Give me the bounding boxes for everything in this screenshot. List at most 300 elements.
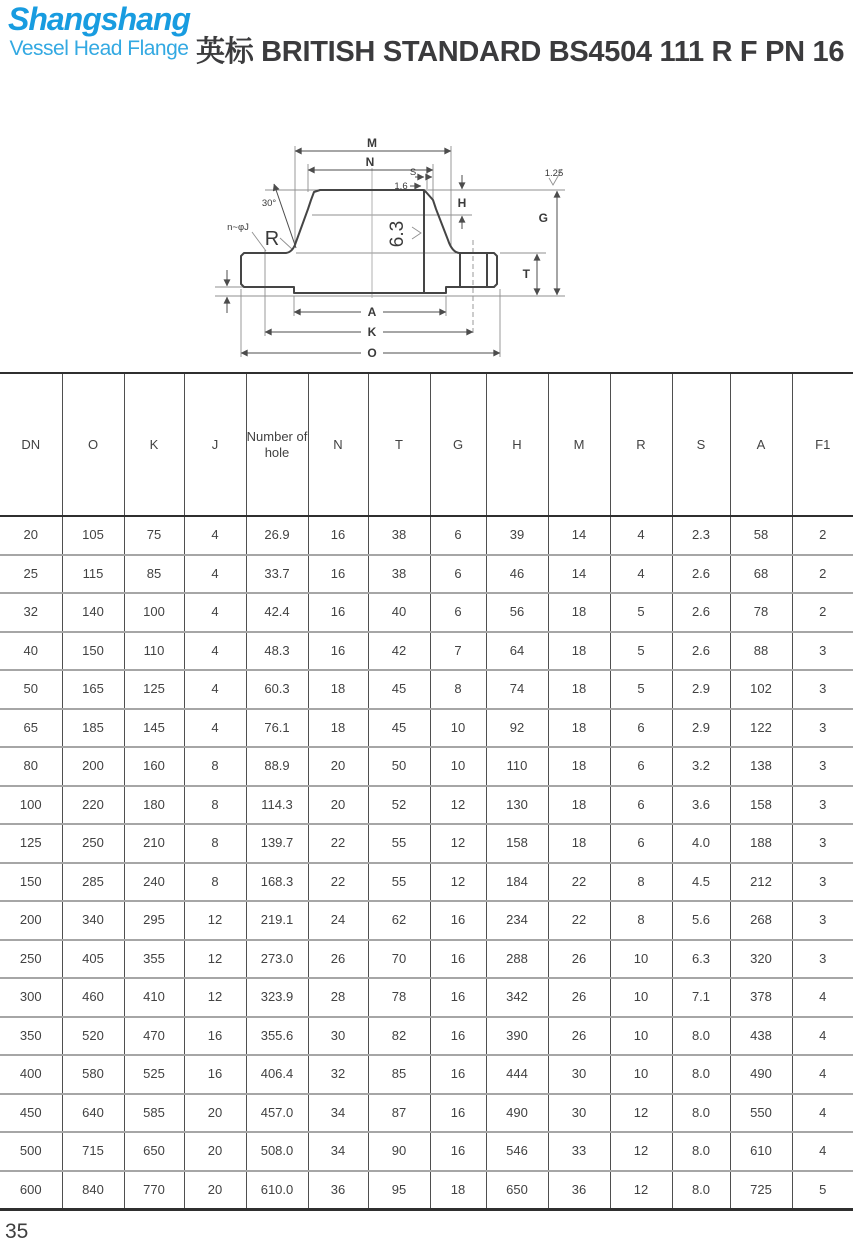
table-cell: 40: [368, 593, 430, 632]
table-cell: 36: [308, 1171, 368, 1210]
table-row: [0, 1017, 853, 1056]
table-cell: 20: [308, 747, 368, 786]
table-cell: 200: [62, 747, 124, 786]
table-cell: 52: [368, 786, 430, 825]
table-cell: 55: [368, 824, 430, 863]
table-cell: 10: [430, 709, 486, 748]
table-cell: 520: [62, 1017, 124, 1056]
table-cell: 7: [430, 632, 486, 671]
table-cell: 18: [308, 709, 368, 748]
table-cell: 10: [610, 1017, 672, 1056]
page-title: 英标 BRITISH STANDARD BS4504 111 R F PN 16: [196, 36, 845, 68]
table-cell: 75: [124, 516, 184, 555]
table-cell: 10: [430, 747, 486, 786]
table-cell: 20: [184, 1094, 246, 1133]
table-row: [0, 670, 853, 709]
table-cell: 500: [0, 1132, 62, 1171]
table-row: [0, 901, 853, 940]
table-cell: 16: [430, 1132, 486, 1171]
table-row: [0, 555, 853, 594]
table-cell: 100: [0, 786, 62, 825]
table-cell: 295: [124, 901, 184, 940]
table-cell: 110: [124, 632, 184, 671]
table-cell: 68: [730, 555, 792, 594]
table-cell: 580: [62, 1055, 124, 1094]
table-cell: 18: [548, 632, 610, 671]
table-cell: 4: [184, 670, 246, 709]
table-row: [0, 1055, 853, 1094]
table-cell: 40: [0, 632, 62, 671]
table-cell: 102: [730, 670, 792, 709]
table-cell: 60.3: [246, 670, 308, 709]
dim-label-finish: 1.25: [544, 168, 564, 179]
column-header: J: [184, 373, 246, 516]
column-header: Number of hole: [246, 373, 308, 516]
table-cell: 4.0: [672, 824, 730, 863]
table-cell: 3: [792, 901, 853, 940]
table-cell: 26: [548, 940, 610, 979]
column-header: G: [430, 373, 486, 516]
dim-label-t: T: [522, 267, 530, 281]
table-cell: 168.3: [246, 863, 308, 902]
table-cell: 26.9: [246, 516, 308, 555]
table-cell: 6: [610, 747, 672, 786]
table-row: [0, 824, 853, 863]
table-cell: 210: [124, 824, 184, 863]
table-cell: 95: [368, 1171, 430, 1210]
table-cell: 650: [124, 1132, 184, 1171]
table-cell: 14: [548, 555, 610, 594]
table-cell: 139.7: [246, 824, 308, 863]
table-cell: 650: [486, 1171, 548, 1210]
table-cell: 610.0: [246, 1171, 308, 1210]
table-cell: 30: [308, 1017, 368, 1056]
table-cell: 240: [124, 863, 184, 902]
table-cell: 10: [610, 978, 672, 1017]
table-cell: 6: [430, 555, 486, 594]
table-cell: 8: [184, 747, 246, 786]
table-row: [0, 940, 853, 979]
dim-label-s: S: [409, 167, 417, 178]
table-cell: 45: [368, 709, 430, 748]
table-cell: 715: [62, 1132, 124, 1171]
table-cell: 725: [730, 1171, 792, 1210]
table-cell: 32: [308, 1055, 368, 1094]
table-cell: 508.0: [246, 1132, 308, 1171]
table-cell: 4: [792, 1132, 853, 1171]
table-cell: 20: [184, 1132, 246, 1171]
table-cell: 140: [62, 593, 124, 632]
table-cell: 550: [730, 1094, 792, 1133]
table-cell: 405: [62, 940, 124, 979]
table-cell: 22: [308, 863, 368, 902]
table-cell: 3.6: [672, 786, 730, 825]
table-cell: 8: [610, 901, 672, 940]
table-cell: 130: [486, 786, 548, 825]
table-cell: 16: [308, 593, 368, 632]
table-cell: 6.3: [672, 940, 730, 979]
table-body: [0, 516, 853, 1209]
table-cell: 14: [548, 516, 610, 555]
table-cell: 378: [730, 978, 792, 1017]
table-cell: 460: [62, 978, 124, 1017]
table-cell: 46: [486, 555, 548, 594]
table-cell: 4: [792, 1094, 853, 1133]
table-cell: 12: [430, 824, 486, 863]
table-cell: 39: [486, 516, 548, 555]
table-cell: 12: [430, 786, 486, 825]
table-cell: 125: [0, 824, 62, 863]
table-cell: 250: [0, 940, 62, 979]
table-row: [0, 786, 853, 825]
table-cell: 180: [124, 786, 184, 825]
dim-label-a: A: [367, 305, 377, 319]
table-cell: 410: [124, 978, 184, 1017]
table-cell: 8.0: [672, 1094, 730, 1133]
table-cell: 8: [430, 670, 486, 709]
table-cell: 45: [368, 670, 430, 709]
table-cell: 114.3: [246, 786, 308, 825]
table-cell: 87: [368, 1094, 430, 1133]
table-cell: 600: [0, 1171, 62, 1210]
table-cell: 18: [308, 670, 368, 709]
table-cell: 150: [0, 863, 62, 902]
table-cell: 18: [548, 747, 610, 786]
table-cell: 55: [368, 863, 430, 902]
table-cell: 18: [548, 709, 610, 748]
table-cell: 2.9: [672, 709, 730, 748]
table-cell: 62: [368, 901, 430, 940]
table-cell: 70: [368, 940, 430, 979]
table-cell: 4: [184, 632, 246, 671]
table-cell: 2.6: [672, 555, 730, 594]
dim-label-angle: 30°: [261, 198, 277, 209]
table-cell: 26: [548, 978, 610, 1017]
table-cell: 33: [548, 1132, 610, 1171]
table-cell: 4.5: [672, 863, 730, 902]
table-cell: 33.7: [246, 555, 308, 594]
table-cell: 320: [730, 940, 792, 979]
table-cell: 390: [486, 1017, 548, 1056]
table-cell: 78: [730, 593, 792, 632]
table-cell: 16: [430, 978, 486, 1017]
table-cell: 8: [184, 863, 246, 902]
table-cell: 323.9: [246, 978, 308, 1017]
column-header: T: [368, 373, 430, 516]
table-cell: 444: [486, 1055, 548, 1094]
table-cell: 400: [0, 1055, 62, 1094]
table-cell: 38: [368, 555, 430, 594]
table-cell: 6: [610, 709, 672, 748]
table-cell: 158: [486, 824, 548, 863]
table-cell: 50: [368, 747, 430, 786]
table-cell: 12: [184, 978, 246, 1017]
table-cell: 88: [730, 632, 792, 671]
table-cell: 8.0: [672, 1132, 730, 1171]
table-cell: 26: [548, 1017, 610, 1056]
table-row: [0, 593, 853, 632]
table-cell: 88.9: [246, 747, 308, 786]
table-row: [0, 709, 853, 748]
table-cell: 4: [184, 555, 246, 594]
table-cell: 2.3: [672, 516, 730, 555]
table-cell: 16: [430, 1017, 486, 1056]
table-cell: 234: [486, 901, 548, 940]
table-cell: 342: [486, 978, 548, 1017]
table-cell: 30: [548, 1094, 610, 1133]
flange-drawing: [190, 122, 635, 372]
table-cell: 16: [430, 1055, 486, 1094]
table-cell: 2.9: [672, 670, 730, 709]
table-cell: 840: [62, 1171, 124, 1210]
table-cell: 22: [548, 901, 610, 940]
table-row: [0, 1171, 853, 1210]
table-cell: 16: [184, 1017, 246, 1056]
table-cell: 10: [610, 940, 672, 979]
table-cell: 8.0: [672, 1055, 730, 1094]
table-cell: 8.0: [672, 1017, 730, 1056]
table-row: [0, 516, 853, 555]
column-header: N: [308, 373, 368, 516]
brand-tagline: Vessel Head Flange: [9, 37, 189, 60]
table-cell: 80: [0, 747, 62, 786]
table-cell: 30: [548, 1055, 610, 1094]
table-cell: 78: [368, 978, 430, 1017]
table-cell: 406.4: [246, 1055, 308, 1094]
table-cell: 6: [430, 516, 486, 555]
table-row: [0, 863, 853, 902]
table-cell: 200: [0, 901, 62, 940]
table-cell: 22: [308, 824, 368, 863]
table-cell: 8: [184, 824, 246, 863]
dim-label-o: O: [367, 346, 377, 360]
dim-label-bolt-holes: n~φJ: [227, 222, 249, 233]
table-cell: 585: [124, 1094, 184, 1133]
table-cell: 525: [124, 1055, 184, 1094]
table-cell: 16: [308, 632, 368, 671]
column-header: DN: [0, 373, 62, 516]
table-cell: 18: [548, 593, 610, 632]
roughness-triangle-icon: [412, 227, 421, 239]
table-cell: 42.4: [246, 593, 308, 632]
table-cell: 340: [62, 901, 124, 940]
table-cell: 3: [792, 709, 853, 748]
table-cell: 115: [62, 555, 124, 594]
table-cell: 184: [486, 863, 548, 902]
table-cell: 546: [486, 1132, 548, 1171]
table-row: [0, 978, 853, 1017]
table-cell: 3: [792, 786, 853, 825]
table-cell: 355.6: [246, 1017, 308, 1056]
table-cell: 16: [430, 901, 486, 940]
table-header-row: [0, 373, 853, 516]
table-row: [0, 1132, 853, 1171]
table-cell: 16: [308, 516, 368, 555]
table-cell: 16: [308, 555, 368, 594]
table-cell: 3: [792, 632, 853, 671]
column-header: A: [730, 373, 792, 516]
table-cell: 770: [124, 1171, 184, 1210]
table-cell: 268: [730, 901, 792, 940]
reference-lines: [215, 146, 565, 357]
dim-label-weld-land: 1.6: [394, 181, 408, 192]
table-cell: 219.1: [246, 901, 308, 940]
table-cell: 450: [0, 1094, 62, 1133]
table-cell: 38: [368, 516, 430, 555]
table-cell: 105: [62, 516, 124, 555]
table-cell: 5: [610, 593, 672, 632]
table-cell: 48.3: [246, 632, 308, 671]
table-cell: 22: [548, 863, 610, 902]
table-cell: 3: [792, 940, 853, 979]
table-cell: 12: [610, 1094, 672, 1133]
dim-label-g: G: [538, 211, 548, 225]
table-cell: 12: [184, 901, 246, 940]
table-cell: 16: [430, 940, 486, 979]
table-cell: 5.6: [672, 901, 730, 940]
table-cell: 28: [308, 978, 368, 1017]
table-cell: 18: [548, 786, 610, 825]
table-cell: 3: [792, 670, 853, 709]
table-cell: 165: [62, 670, 124, 709]
table-cell: 4: [610, 516, 672, 555]
dim-label-k: K: [367, 325, 377, 339]
table-cell: 4: [792, 978, 853, 1017]
dim-label-h: H: [457, 196, 467, 210]
table-cell: 185: [62, 709, 124, 748]
table-cell: 3: [792, 747, 853, 786]
dim-label-roughness: 6.3: [387, 220, 408, 248]
table-cell: 3: [792, 824, 853, 863]
table-cell: 610: [730, 1132, 792, 1171]
table-cell: 4: [184, 516, 246, 555]
table-cell: 285: [62, 863, 124, 902]
table-cell: 8: [184, 786, 246, 825]
table-cell: 85: [368, 1055, 430, 1094]
table-cell: 220: [62, 786, 124, 825]
table-cell: 2: [792, 516, 853, 555]
dim-label-r: R: [264, 228, 280, 250]
table-cell: 7.1: [672, 978, 730, 1017]
table-cell: 56: [486, 593, 548, 632]
table-cell: 138: [730, 747, 792, 786]
table-cell: 20: [0, 516, 62, 555]
table-cell: 82: [368, 1017, 430, 1056]
page-number: 35: [5, 1220, 29, 1243]
table-cell: 42: [368, 632, 430, 671]
column-header: O: [62, 373, 124, 516]
table-cell: 490: [730, 1055, 792, 1094]
table-cell: 2.6: [672, 593, 730, 632]
table-cell: 18: [548, 670, 610, 709]
column-header: S: [672, 373, 730, 516]
table-cell: 18: [548, 824, 610, 863]
table-cell: 4: [610, 555, 672, 594]
table-cell: 16: [430, 1094, 486, 1133]
table-cell: 4: [792, 1055, 853, 1094]
table-row: [0, 632, 853, 671]
column-header: M: [548, 373, 610, 516]
table-cell: 65: [0, 709, 62, 748]
table-cell: 212: [730, 863, 792, 902]
table-cell: 58: [730, 516, 792, 555]
table-cell: 288: [486, 940, 548, 979]
spec-table: [0, 372, 853, 1211]
table-cell: 12: [430, 863, 486, 902]
table-cell: 250: [62, 824, 124, 863]
table-cell: 16: [184, 1055, 246, 1094]
table-row: [0, 1094, 853, 1133]
table-cell: 26: [308, 940, 368, 979]
table-cell: 2: [792, 593, 853, 632]
table-cell: 18: [430, 1171, 486, 1210]
table-cell: 3.2: [672, 747, 730, 786]
table-cell: 6: [610, 786, 672, 825]
table-cell: 85: [124, 555, 184, 594]
dim-label-m: M: [367, 136, 377, 150]
table-cell: 4: [184, 593, 246, 632]
table-cell: 34: [308, 1132, 368, 1171]
table-cell: 100: [124, 593, 184, 632]
table-cell: 470: [124, 1017, 184, 1056]
table-cell: 125: [124, 670, 184, 709]
table-cell: 350: [0, 1017, 62, 1056]
table-cell: 145: [124, 709, 184, 748]
table-cell: 10: [610, 1055, 672, 1094]
table-cell: 24: [308, 901, 368, 940]
table-cell: 90: [368, 1132, 430, 1171]
table-cell: 8: [610, 863, 672, 902]
column-header: H: [486, 373, 548, 516]
table-cell: 25: [0, 555, 62, 594]
table-header: [0, 373, 853, 516]
table-cell: 5: [610, 632, 672, 671]
table-cell: 355: [124, 940, 184, 979]
table-cell: 150: [62, 632, 124, 671]
table-cell: 5: [610, 670, 672, 709]
table-cell: 160: [124, 747, 184, 786]
brand-name: Shangshang: [7, 1, 190, 37]
table-cell: 12: [610, 1132, 672, 1171]
table-cell: 3: [792, 863, 853, 902]
table-cell: 6: [610, 824, 672, 863]
column-header: K: [124, 373, 184, 516]
table-cell: 12: [610, 1171, 672, 1210]
table-cell: 5: [792, 1171, 853, 1210]
table-cell: 2: [792, 555, 853, 594]
table-cell: 8.0: [672, 1171, 730, 1210]
table-cell: 188: [730, 824, 792, 863]
brand-logo: [2, 3, 196, 59]
dim-label-n: N: [365, 155, 375, 169]
table-cell: 110: [486, 747, 548, 786]
table-cell: 2.6: [672, 632, 730, 671]
table-cell: 438: [730, 1017, 792, 1056]
column-header: R: [610, 373, 672, 516]
table-cell: 273.0: [246, 940, 308, 979]
table-cell: 74: [486, 670, 548, 709]
column-header: F1: [792, 373, 853, 516]
table-cell: 4: [184, 709, 246, 748]
table-cell: 50: [0, 670, 62, 709]
table-cell: 4: [792, 1017, 853, 1056]
table-row: [0, 747, 853, 786]
table-cell: 20: [184, 1171, 246, 1210]
table-cell: 457.0: [246, 1094, 308, 1133]
table-cell: 640: [62, 1094, 124, 1133]
table-cell: 6: [430, 593, 486, 632]
table-cell: 64: [486, 632, 548, 671]
